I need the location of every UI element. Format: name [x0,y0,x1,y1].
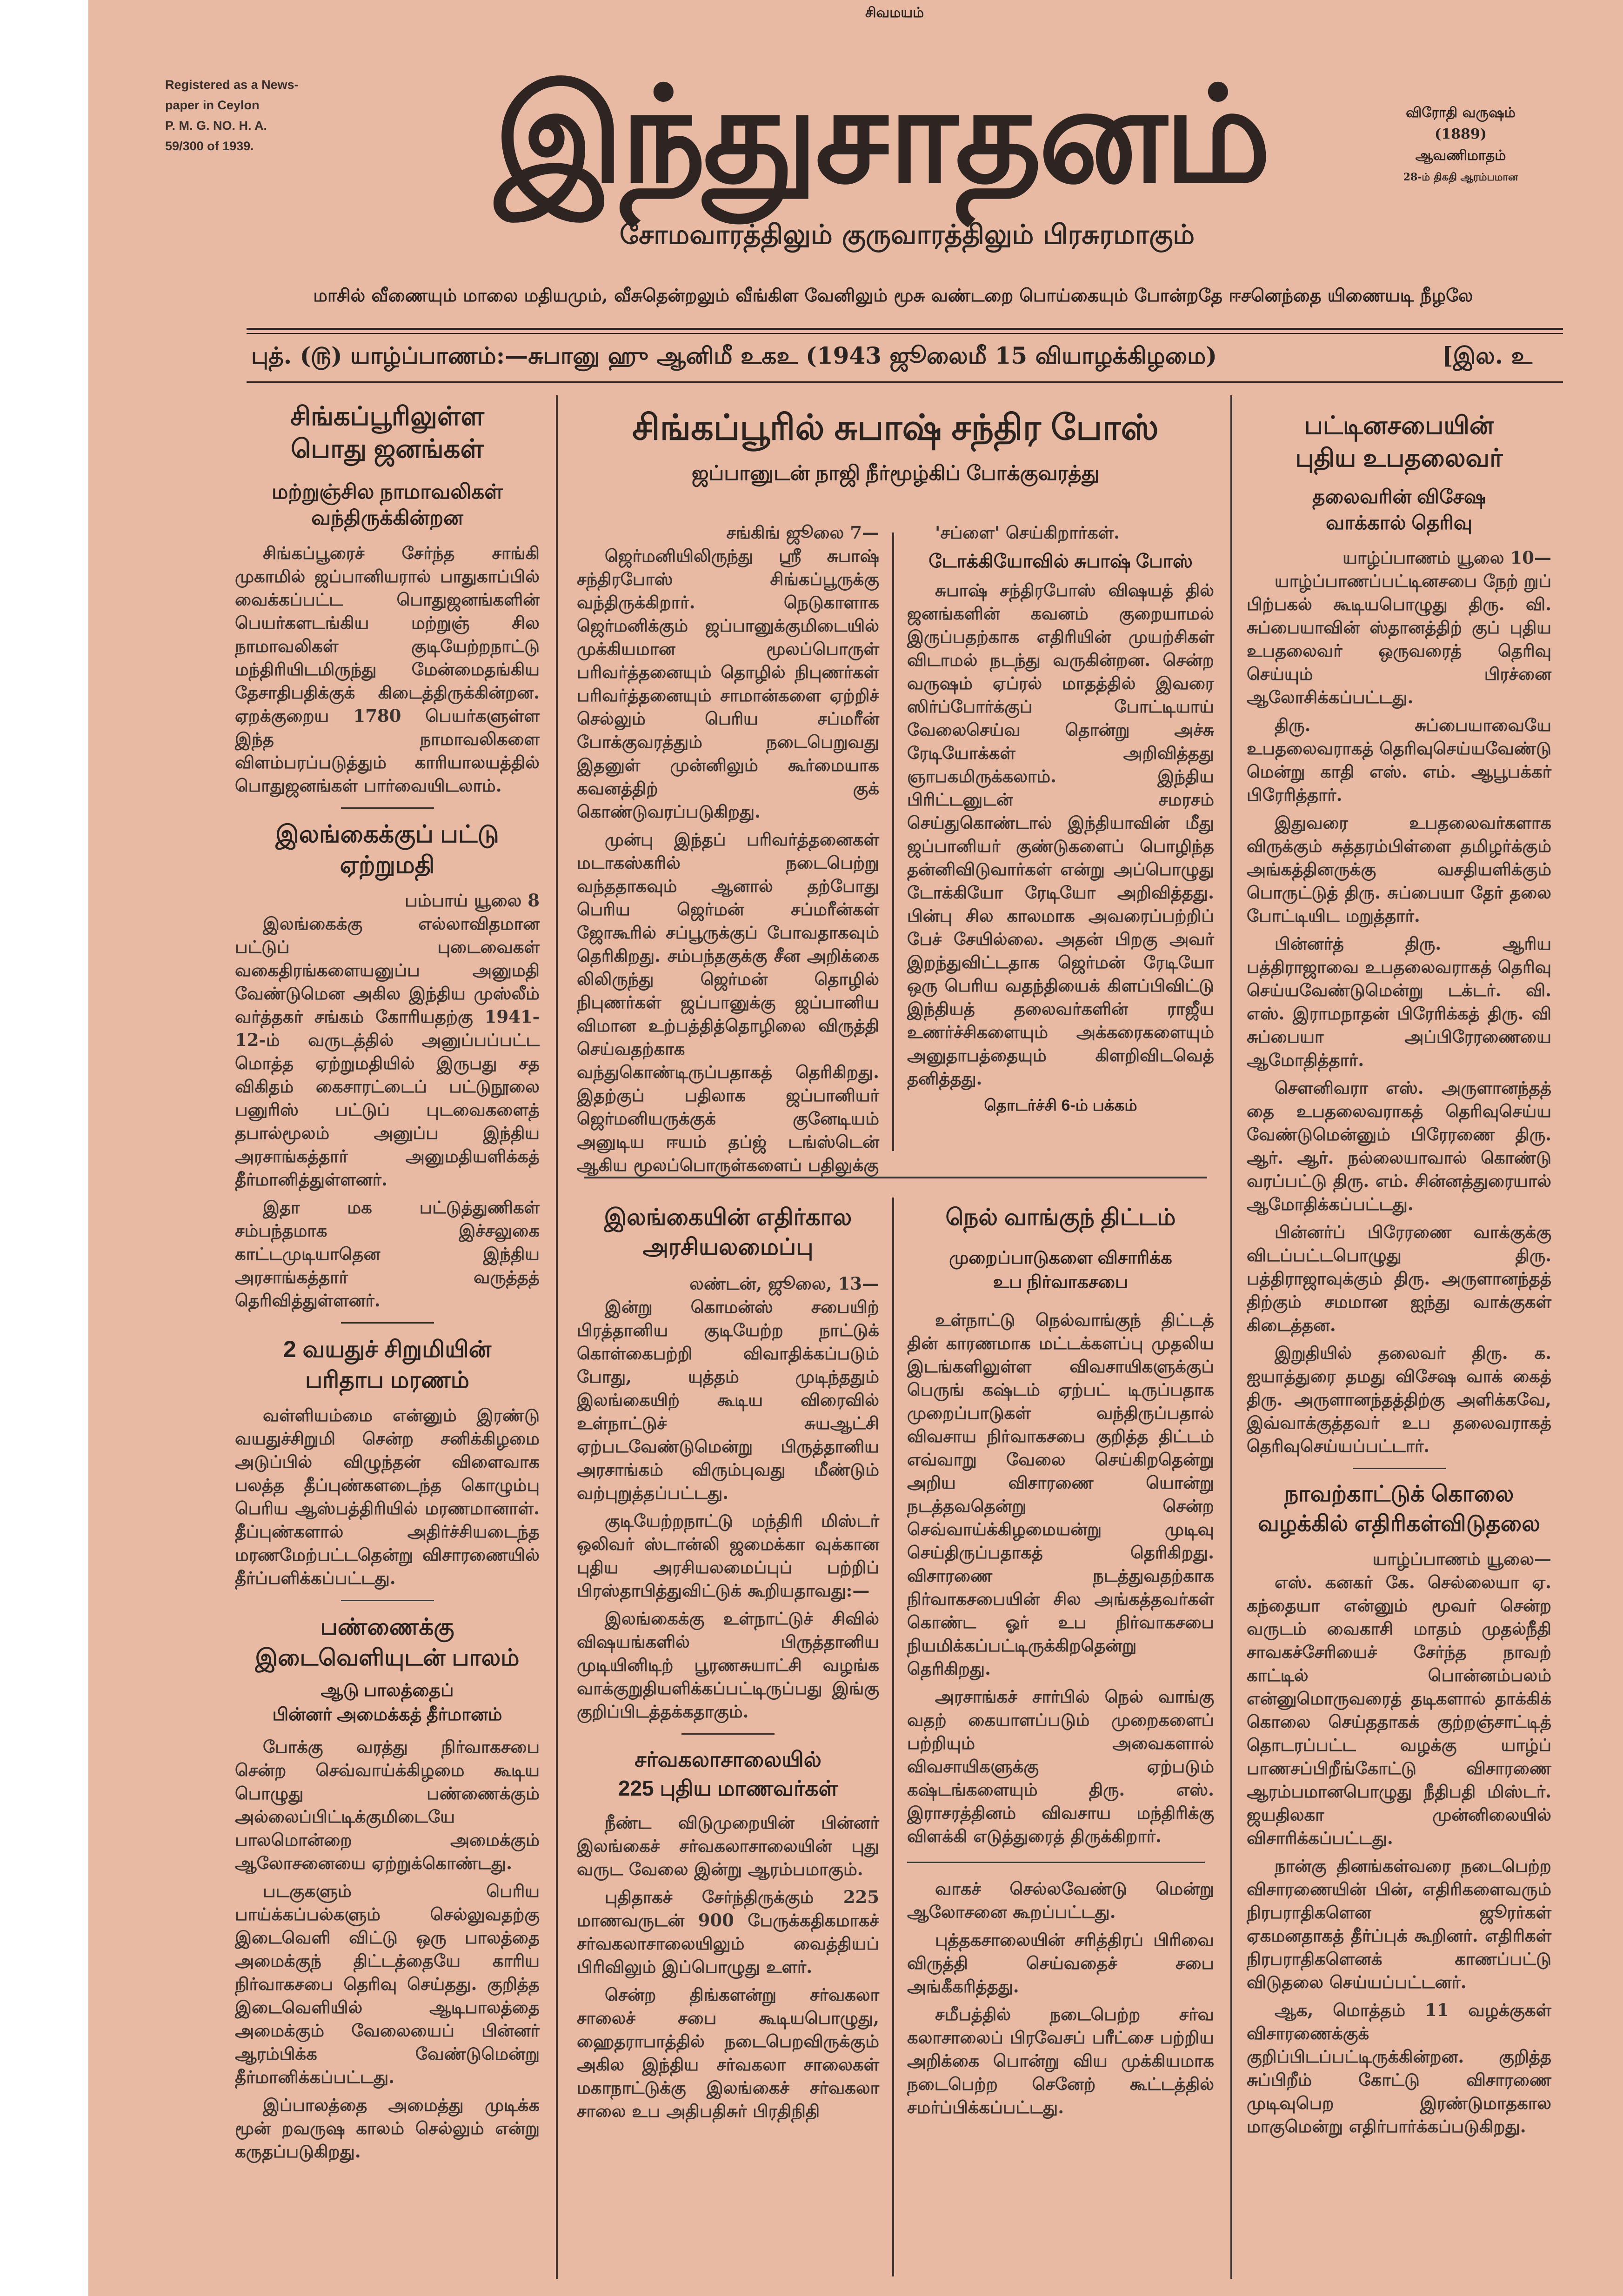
column-divider-right [1230,395,1232,2279]
paragraph: குடியேற்றநாட்டு மந்திரி மிஸ்டர் ஒலிவர் ஸ்டான்லி ஜமைக்கா வுக்கான புதிய அரசியலமைப்புப் பற்றிப் பிரஸ்தாபித்துவிட்டுக் கூறியதாவது:— [577,1511,879,1601]
article-subtitle [235,1678,540,1727]
article-dateline: யாழ்ப்பாணம் யூலை— [1372,1549,1551,1569]
year-line: ஆவணிமாதம் [1415,147,1506,164]
year-line: 28-ம் திகதி ஆரம்பமான [1403,171,1518,183]
issue-number: [இல. உ [1442,342,1532,369]
article-separator [907,1862,1205,1863]
paragraph: இதா மக பட்டுத்துணிகள் சம்பந்தமாக இச்சலுகை காட்டமுடியாதென இந்திய அரசாங்கத்தார் வருத்தத் தெரிவித்துள்ளனர். [235,1197,540,1311]
header-rule-bottom [247,381,1563,383]
paragraph: சமீபத்தில் நடைபெற்ற சர்வ கலாசாலைப் பிரவேசப் பரீட்சை பற்றிய அறிக்கை பொன்று விய முக்கியமாக நடைபெற்ற செனேற் கூட்டத்தில் சமர்ப்பிக்கப்பட்டது. [907,2004,1214,2117]
article-title [235,819,540,880]
year-line: (1889) [1435,126,1487,142]
year-line: விரோதி வருஷம் [1406,105,1516,121]
main-headline: சிங்கப்பூரில் சுபாஷ் சந்திர போஸ் [632,408,1159,447]
center-column-c [577,1202,879,2127]
column-divider-left [556,395,558,2279]
article-separator [341,1600,434,1601]
article-title [235,1611,540,1673]
right-column [1247,409,1551,2143]
title-line: சிங்கப்பூரிலுள்ள [290,401,484,431]
center-column-b [907,521,1214,1117]
paragraph: இலங்கைக்கு உள்நாட்டுச் சிவில் விஷயங்களில் பிருத்தானிய முடியினிடிற் பூரணசுயாட்சி வழங்க வாக்குறுதியளிக்கப்பட்டிருப்பது இங்கு குறிப்பிடத்தக்கதாகும். [577,1608,879,1722]
paragraph: இப்பாலத்தை அமைத்து முடிக்க மூன் றவருஷ காலம் செல்லும் என்று கருதப்படுகிறது. [235,2095,540,2162]
article-body [1247,569,1551,1457]
article-body [235,912,540,1312]
paragraph: நான்கு தினங்கள்வரை நடைபெற்ற விசாரணையின் பின், எதிரிகளைவரும் நிரபராதிகளென ஜூரர்கள் ஏகமனதாகத் தீர்ப்புக் கூறினர். எதிரிகள் நிரபராதிகளெனக் காணப்பட்டு விடுதலை செய்யப்பட்டனர். [1247,1856,1551,1992]
registration-line: 59/300 of 1939. [165,139,254,153]
title-line: இடைவெளியுடன் பாலம் [255,1644,520,1670]
paragraph: இதுவரை உபதலைவர்களாக விருக்கும் சுத்தரம்பிள்ளை தமிழர்க்கும் அங்கத்தினருக்கு வசதியளிக்கும் பொருட்டுத் திரு. சுப்பையா தேர் தலை போட்டியிட மறுத்தார். [1247,812,1551,926]
registration-line: Registered as a News- [165,78,299,92]
article-body [235,1735,540,2163]
paragraph: முன்பு இந்தப் பரிவர்த்தனைகள் மடாகஸ்கரில் நடைபெற்று வந்ததாகவும் ஆனால் தற்போது பெரிய ஜெர்மன் சப்மரீன்கள் ஜோகூரில் சப்பூருக்குப் போவதாகவும் தெரிகிறது. சம்பந்தகுக்கு சீன அறிக்கை லிலிருந்து ஜெர்மன் தொழில் நிபுணர்கள் ஜப்பானுக்கு ஜப்பானிய விமான உற்பத்தித்தொழிலை விருத்தி செய்வதற்காக வந்துகொண்டிருப்பதாகத் தெரிகிறது. இதற்குப் பதிலாக ஜப்பானியர் ஜெர்மனியருக்குக் குனேடியம் அனுடிய ஈயம் தப்ஜ் டங்ஸ்டென் ஆகிய மூலப்பொருள்களைப் பதிலுக்கு [577,829,879,1175]
article-dateline: சங்கிங் ஜூலை 7— [726,522,879,543]
registration-notice [165,74,384,156]
article-body [1247,1571,1551,2138]
paragraph: நீண்ட விடுமுறையின் பின்னர் இலங்கைச் சர்வகலாசாலையின் புது வருட வேலை இன்று ஆரம்பமாகும். [577,1812,879,1879]
paragraph: புதிதாகச் சேர்ந்திருக்கும் 225 மாணவருடன் 900 பேருக்கதிகமாகச் சர்வகலாசாலையிலும் வைத்தியப் பிரிவிலும் இப்பொழுது உளர். [577,1887,879,1977]
paragraph: ஆக, மொத்தம் 11 வழக்குகள் விசாரணைக்குக் குறிப்பிடப்பட்டிருக்கின்றன. குறித்த சுப்பிறீம் கோட்டு விசாரணை முடிவுபெற இரண்டுமாதகால மாகுமென்று எதிர்பார்க்கப்படுகிறது. [1247,2000,1551,2136]
article-body [577,1811,879,2123]
year-info [1391,102,1530,188]
masthead-title: இந்துசாதனம் [494,57,1269,213]
publication-schedule: சோமவாரத்திலும் குருவாரத்திலும் பிரசுரமாகும் [619,219,1195,250]
title-line: சர்வகலாசாலையில் [635,1747,822,1771]
subtitle-line: உப நிர்வாகசபை [993,1272,1129,1292]
subtitle-line: ஆடு பாலத்தைப் [321,1681,454,1700]
title-line: நாவற்காட்டுக் கொலை [1284,1482,1514,1506]
paragraph: பின்னர்ப் பிரேரணை வாக்குக்கு விடப்பட்டபொழுது திரு. பத்திராஜாவுக்கும் திரு. அருளானந்தத் திற்கும் சமமான ஐந்து வாக்குகள் கிடைத்தன. [1247,1222,1551,1335]
paragraph: 'சப்ளை' செய்கிறார்கள். [935,522,1120,543]
title-line: ஏற்றுமதி [340,852,435,878]
paragraph: யாழ்ப்பாணப்பட்டினசபை நேற் றுப் பிற்பகல் கூடியபொழுது திரு. வி. சுப்பையாவின் ஸ்தானத்திற் குப் புதிய உபதலைவர் ஒருவரைத் தெரிவு செய்யும் பிரச்னை ஆலோசிக்கப்பட்டது. [1247,571,1551,707]
paragraph: இலங்கைக்கு எல்லாவிதமான பட்டுப் புடைவைகள் வகைதிரங்களையனுப்ப அனுமதி வேண்டுமென அகில இந்திய முஸ்லீம் வர்த்தகர் சங்கம் கோரியதற்கு 1941-12-ம் வருடத்தில் அனுப்பப்பட்ட மொத்த ஏற்றுமதியில் இருபது சத விகிதம் கைசாரட்டைப் பட்டுநூலை பனுரிஸ் பட்டுப் புடவைகளைத் தபால்மூலம் அனுப்ப இந்திய அரசாங்கத்தார் அனுமதியளிக்கத் தீர்மானித்துள்ளனர். [235,913,540,1190]
main-subheadline: ஜப்பானுடன் நாஜி நீர்மூழ்கிப் போக்குவரத்து [691,462,1100,485]
article-dateline: பம்பாய் யூலை 8 [405,890,540,911]
paragraph: உள்நாட்டு நெல்வாங்குந் திட்டத் தின் காரணமாக மட்டக்களப்பு முதலிய இடங்களிலுள்ள விவசாயிகளுக்குப் பெருங் கஷ்டம் ஏற்பட் டிருப்பதாக முறைப்பாடுகள் வந்திருப்பதால் விவசாய நிர்வாகசபை குறித்த திட்டம் எவ்வாறு வேலை செய்கிறதென்று அறிய விசாரணை யொன்று நடத்தவதென்று சென்ற செவ்வாய்க்கிழமையன்று முடிவு செய்திருப்பதாகத் தெரிகிறது. விசாரணை நடத்துவதற்காக நிர்வாகசபையின் சில அங்கத்தவர்கள் கொண்ட ஓர் உப நிர்வாகசபை நியமிக்கப்பட்டிருக்கிறதென்று தெரிகிறது. [907,1310,1214,1679]
article-title [235,400,540,465]
paragraph: சௌனிவரா எஸ். அருளானந்தத் தை உபதலைவராகத் தெரிவுசெய்ய வேண்டுமென்னும் பிரேரணை திரு. ஆர். ஆர். நல்லையாவால் கொண்டு வரப்பட்டு திரு. எம். சின்னத்துரையால் ஆமோதிக்கப்பட்டது. [1247,1078,1551,1214]
title-line: இலங்கைக்குப் பட்டு [275,821,499,848]
paragraph: திரு. சுப்பையாவையே உபதலைவராகத் தெரிவுசெய்யவேண்டு மென்று காதி எஸ். எம். ஆபூபக்கர் பிரேரித்தார். [1247,715,1551,805]
center-column-a [577,521,879,1181]
article-title [577,1745,879,1803]
paragraph: ஜெர்மனியிலிருந்து ஸ்ரீ சுபாஷ் சந்திரபோஸ் சிங்கப்பூருக்கு வந்திருக்கிறார். நெடுகாளாக ஜெர்மனிக்கும் ஜப்பானுக்குமிடையில் முக்கியமான மூலப்பொருள் பரிவர்த்தனையும் தொழில் நிபுணர்கள் பரிவர்த்தனையும் சாமான்களை ஏற்றிச் செல்லும் பெரிய சப்மரீன் போக்குவரத்தும் நடைபெறுவது இதனுள் முன்னிலும் கூர்மையாக கவனத்திற் குக் கொண்டுவரப்படுகிறது. [577,546,879,822]
subtitle-line: பின்னர் அமைக்கத் தீர்மானம் [272,1705,502,1724]
article-body [907,1308,1214,1848]
section-subhead: டோக்கியோவில் சுபாஷ் போஸ் [928,551,1193,572]
paragraph: இறுதியில் தலைவர் திரு. க. ஐயாத்துரை தமது விசேஷ வாக் கைத் திரு. அருளானந்தத்திற்கு அளிக்கவே, இவ்வாக்குத்தவர் உப தலைவராகத் தெரிவுசெய்யப்பட்டார். [1247,1343,1551,1456]
sivamayam-label: சிவமயம் [865,5,924,21]
registration-line: paper in Ceylon [165,98,260,112]
devotional-tagline: மாசில் வீணையும் மாலை மதியமும், வீசுதென்றலும் வீங்கிள வேனிலும் மூசு வண்டறை பொய்கையும் போன்றதே ஈசனெந்தை யிணையடி நீழலே [313,285,1473,306]
left-column [235,400,540,2168]
title-line: பட்டினசபையின் [1304,412,1494,439]
paragraph: அரசாங்கச் சார்பில் நெல் வாங்கு வதற் கையாளப்படும் முறைகளைப் பற்றியும் அவைகளால் விவசாயிகளுக்கு ஏற்படும் கஷ்டங்களையும் திரு. எஸ். இராசரத்தினம் விவசாய மந்திரிக்கு விளக்கி எடுத்துரைத் திருக்கிறார். [907,1686,1214,1846]
article-body [577,1295,879,1723]
subtitle-line: மற்றுஞ்சில நாமாவலிகள் [272,480,503,503]
paragraph: வாகச் செல்லவேண்டு மென்று ஆலோசனை கூறப்பட்டது. [907,1878,1214,1922]
header-rule-top-thin [247,333,1563,334]
title-line: வழக்கில் எதிரிகள்விடுதலை [1257,1511,1541,1536]
article-body [235,541,540,797]
article-separator [681,1733,775,1735]
article-body [907,1877,1214,2119]
scan-margin [0,0,88,2296]
article-separator [1353,1468,1446,1469]
header-rule-top [247,328,1563,330]
article-title [1247,409,1551,474]
registration-line: P. M. G. NO. H. A. [165,119,267,133]
article-subtitle [907,1246,1214,1294]
center-main-article [574,405,1216,487]
center-column-d [907,1202,1214,2123]
article-title [235,1334,540,1395]
paragraph: போக்கு வரத்து நிர்வாகசபை சென்ற செவ்வாய்க்கிழமை கூடிய பொழுது பண்ணைக்கும் அல்லைப்பிட்டிக்குமிடையே பாலமொன்றை அமைக்கும் ஆலோசனையை ஏற்றுக்கொண்டது. [235,1737,540,1873]
title-line: இலங்கையின் எதிர்கால [604,1204,852,1230]
title-line: பண்ணைக்கு [320,1614,454,1640]
continued-note: தொடர்ச்சி 6-ம் பக்கம் [984,1097,1137,1114]
center-inner-divider-top [892,532,894,1151]
paragraph: சிங்கப்பூரைச் சேர்ந்த சாங்கி முகாமில் ஜப்பானியரால் பாதுகாப்பில் வைக்கப்பட்ட பொதுஜனங்களின் பெயர்களடங்கிய மற்றுஞ் சில நாமாவலிகள் குடியேற்றநாட்டு மந்திரியிடமிருந்து மேன்மைதங்கிய தேசாதிபதிக்குக் கிடைத்திருக்கின்றன. ஏறக்குறைய 1780 பெயர்களுள்ள இந்த நாமாவலிகளை விளம்பரப்படுத்தும் காரியாலயத்தில் பொதுஜனங்கள் பார்வையிடலாம். [235,543,540,796]
article-separator [341,1322,434,1324]
title-line: 225 புதிய மாணவர்கள் [618,1776,838,1800]
paragraph: படகுகளும் பெரிய பாய்க்கப்பல்களும் செல்லுவதற்கு இடைவெளி விட்டு ஒரு பாலத்தை அமைக்குந் திட்டத்தையே காரிய நிர்வாகசபை தெரிவு செய்தது. குறித்த இடைவெளியில் ஆடிபாலத்தை அமைக்கும் வேலையைப் பின்னர் ஆரம்பிக்க வேண்டுமென்று தீர்மானிக்கப்பட்டது. [235,1881,540,2087]
article-subtitle [235,479,540,531]
subtitle-line: முறைப்பாடுகளை விசாரிக்க [949,1248,1172,1268]
article-title [1247,1479,1551,1539]
center-inner-divider-bottom [892,1198,894,2276]
paragraph: புத்தகசாலையின் சரித்திரப் பிரிவை விருத்தி செய்வதைச் சபை அங்கீகரித்தது. [907,1930,1214,1997]
article-body [907,521,1214,1090]
title-line: பொது ஜனங்கள் [290,434,484,463]
article-body [235,1404,540,1590]
subtitle-line: தலைவரின் விசேஷ [1312,486,1486,507]
issue-dateline [251,342,1600,373]
article-body [577,544,879,1177]
paragraph: எஸ். கனகர் கே. செல்லையா ஏ. கந்தையா என்னும் மூவர் சென்ற வருடம் வைகாசி மாதம் முதல்நீதி சாவகச்சேரியைச் சேர்ந்த நாவற் காட்டில் பொன்னம்பலம் என்னுமொருவரைத் தடிகளால் தாக்கிக் கொலை செய்ததாகக் குற்றஞ்சாட்டித் தொடரப்பட்ட வழக்கு யாழ்ப் பாணசப்பிறீங்கோட்டு விசாரணை ஆரம்பமானபொழுது நீதிபதி மிஸ்டர். ஜயதிலகா முன்னிலையில் விசாரிக்கப்பட்டது. [1247,1572,1551,1848]
dateline-text: புத். (௫) யாழ்ப்பாணம்:—சுபானு ஹு ஆனிமீ உகஉ (1943 ஜூலைமீ 15 வியாழக்கிழமை) [251,342,1217,369]
title-line: அரசியலமைப்பு [642,1234,814,1260]
article-title [577,1202,879,1262]
article-dateline: யாழ்ப்பாணம் யூலை 10— [1342,547,1551,568]
paragraph: சுபாஷ் சந்திரபோஸ் விஷயத் தில் ஜனங்களின் கவனம் குறையாமல் இருப்பதற்காக எதிரியின் முயற்சிகள் விடாமல் நடந்து வருகின்றன. சென்ற வருஷம் ஏப்ரல் மாதத்தில் இவரை ஸிர்ப்போர்க்குப் போட்டியாய் வேலைசெய்வ தொன்று அச்சு ரேடியோக்கள் அறிவித்தது ஞாபகமிருக்கலாம். இந்திய பிரிட்டனுடன் சமரசம் செய்துகொண்டால் இந்தியாவின் மீது ஜப்பானியர் குண்டுகளைப் பொழிந்த தன்னிவிடுவார்கள் என்று அப்பொழுது டோக்கியோ ரேடியோ அறிவித்தது. பின்பு சில காலமாக அவரைப்பற்றிப் பேச் சேயில்லை. அதன் பிறகு அவர் இறந்துவிட்டதாக ஜெர்மன் ரேடியோ ஒரு பெரிய வதந்தியைக் கிளப்பிவிட்டு இந்தியத் தலைவர்களின் ராஜீய உணர்ச்சிகளையும் அக்கரைகளையும் அனுதாபத்தையும் கிளறிவிடவெத் தனித்தது. [907,580,1214,1089]
article-title: நெல் வாங்குந் திட்டம் [945,1204,1176,1230]
title-line: புதிய உபதலைவர் [1295,444,1503,472]
subtitle-line: வந்திருக்கின்றன [311,506,463,529]
article-dateline: லண்டன், ஜூலை, 13— [689,1273,879,1294]
paragraph: வள்ளியம்மை என்னும் இரண்டு வயதுச்சிறுமி சென்ற சனிக்கிழமை அடுப்பில் விழுந்தன் விளைவாக பலத்த தீப்புண்களடைந்த கொழும்பு பெரிய ஆஸ்பத்திரியில் மரணமானாள். தீப்புண்களால் அதிர்ச்சியடைந்த மரணமேற்பட்டதென்று விசாரணையில் தீர்ப்பளிக்கப்பட்டது. [235,1405,540,1588]
paragraph: பின்னர்த் திரு. ஆரிய பத்திராஜாவை உபதலைவராகத் தெரிவு செய்யவேண்டுமென்று டக்டர். வி. எஸ். இராமநாதன் பிரேரிக்கத் திரு. வி சுப்பையா அப்பிரேரணையை ஆமோதித்தார். [1247,933,1551,1070]
paragraph: இன்று கொமன்ஸ் சபையிற் பிரத்தானிய குடியேற்ற நாட்டுக் கொள்கைபற்றி விவாதிக்கப்படும் போது, யுத்தம் முடிந்ததும் இலங்கையிற் கூடிய விரைவில் உள்நாட்டுச் சுயஆட்சி ஏற்படவேண்டுமென்று பிருத்தானிய அரசாங்கம் விரும்புவது மீண்டும் வற்புறுத்தப்பட்டது. [577,1297,879,1503]
title-line: பரிதாப மரணம் [305,1367,469,1393]
title-line: 2 வயதுச் சிறுமியின் [283,1336,492,1362]
article-separator [341,807,434,809]
article-subtitle [1247,484,1551,536]
paragraph: சென்ற திங்களன்று சர்வகலா சாலைச் சபை கூடியபொழுது, ஹைதராபாத்தில் நடைபெறவிருக்கும் அகில இந்திய சர்வகலா சாலைகள் மகாநாட்டுக்கு இலங்கைச் சர்வகலா சாலை உப அதிபதிசுர் பிரதிநிதி [577,1984,879,2121]
subtitle-line: வாக்கால் தெரிவு [1326,512,1472,533]
